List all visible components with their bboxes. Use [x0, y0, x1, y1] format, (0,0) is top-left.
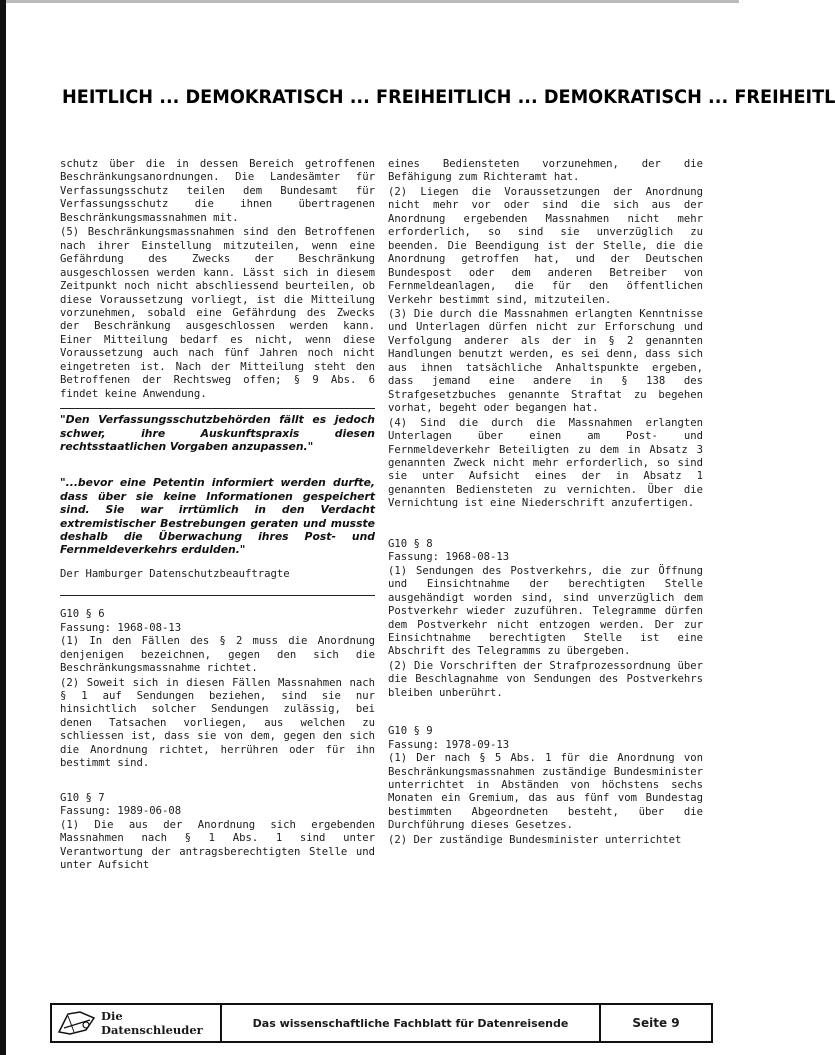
left-column: [60, 158, 375, 873]
paragraph: (2) Der zuständige Bundesminister unterrichtet: [388, 833, 682, 846]
page-number: Seite 9: [632, 1016, 680, 1030]
paragraph: (2) Liegen die Voraussetzungen der Anordnung nicht mehr vor oder sind die sich aus der Anordnung ergebenden Massnahmen nicht mehr erforderlich, so sind sie unverzüglich zu beenden. Die Beendigung ist der Stelle, die die Anordnung getroffen hat, und der Deutschen Bundespost oder dem anderen Betreiber von Fernmeldeanlagen, die für den öffentlichen Verkehr bestimmt sind, mitzuteilen.: [388, 185, 703, 306]
page-footer: [50, 1003, 713, 1043]
paragraph: (2) Soweit sich in diesen Fällen Massnahmen nach § 1 auf Sendungen beziehen, sind sie nur hinsichtlich solcher Sendungen zulässig, bei denen Tatsachen vorliegen, aus welchen zu schliessen ist, dass sie von dem, gegen den sich die Anordnung richtet, herrühren oder für ihn bestimmt sind.: [60, 676, 375, 770]
section-title: G10 § 7: [60, 791, 105, 804]
footer-logo-text: Die Datenschleuder: [101, 1009, 203, 1037]
paragraph: (2) Die Vorschriften der Strafprozessordnung über die Beschlagnahme von Sendungen des Postverkehrs bleiben unberührt.: [388, 659, 703, 699]
paragraph: schutz über die in dessen Bereich getroffenen Beschränkungsanordnungen. Die Landesämter für Verfassungsschutz teilen dem Bundesamt für Verfassungsschutz die ihnen übertragenen Beschränkungsmassnahmen mit.: [60, 158, 375, 224]
paragraph: (5) Beschränkungsmassnahmen sind den Betroffenen nach ihrer Einstellung mitzuteilen, wenn eine Gefährdung des Zwecks der Beschränkung ausgeschlossen werden kann. Lässt sich in diesem Zeitpunkt noch nicht abschliessend beurteilen, ob diese Voraussetzung vorliegt, ist die Mitteilung vorzunehmen, sobald eine Gefährdung des Zwecks der Beschränkung ausgeschlossen werden kann. Einer Mitteilung bedarf es nicht, wenn diese Voraussetzung auch nach fünf Jahren noch nicht eingetreten ist. Nach der Mitteilung steht den Betroffenen der Rechtsweg offen; § 9 Abs. 6 findet keine Anwendung.: [60, 226, 375, 400]
paragraph: (4) Sind die durch die Massnahmen erlangten Unterlagen über einen am Post- und Fernmeldeverkehr Beteiligten zu dem in Absatz 3 genannten Zweck nicht mehr erforderlich, so sind sie unter Aufsicht eines der in Absatz 1 genannten Bediensteten zu vernichten. Über die Vernichtung ist eine Niederschrift anzufertigen.: [388, 416, 703, 510]
paragraph: eines Bediensteten vorzunehmen, der die Befähigung zum Richteramt hat.: [388, 158, 703, 184]
slingshot-logo-icon: [56, 1008, 98, 1038]
section-date: Fassung: 1968-08-13: [60, 621, 182, 634]
section-date: Fassung: 1968-08-13: [388, 551, 510, 564]
paragraph: (1) In den Fällen des § 2 muss die Anordnung denjenigen bezeichnen, gegen den sich die Beschränkungsmassnahme richtet.: [60, 635, 375, 675]
section-date: Fassung: 1989-06-08: [60, 805, 182, 818]
page-left-edge: [0, 0, 6, 1055]
page-banner: HEITLICH ... DEMOKRATISCH ... FREIHEITLICH ... DEMOKRATISCH ... FREIHEITL: [62, 86, 835, 108]
divider: [60, 408, 375, 409]
section-title: G10 § 6: [60, 608, 105, 621]
paragraph: (1) Sendungen des Postverkehrs, die zur Öffnung und Einsichtnahme der berechtigten Stelle ausgehändigt worden sind, sind unverzüglich dem Postverkehr wieder zuzuführen. Telegramme dürfen dem Postverkehr nicht entzogen werden. Der zur Einsichtnahme berechtigten Stelle ist eine Abschrift des Telegramms zu übergeben.: [388, 564, 703, 658]
section-date: Fassung: 1978-09-13: [388, 738, 510, 751]
footer-logo: [52, 1005, 222, 1041]
paragraph: (3) Die durch die Massnahmen erlangten Kenntnisse und Unterlagen dürfen nicht zur Erforschung und Verfolgung anderer als der in § 2 genannten Handlungen benutzt werden, es sei denn, dass sich aus ihnen tatsächliche Anhaltspunkte ergeben, dass jemand eine andere in § 138 des Strafgesetzbuches genannte Straftat zu begehen vorhat, begeht oder begangen hat.: [388, 307, 703, 415]
right-column: [388, 158, 703, 848]
pull-quote: "...bevor eine Petentin informiert werden durfte, dass über sie keine Informationen gespeichert sind. Sie war irrtümlich in den Verdacht extremistischer Bestrebungen geraten und musste deshalb die Überwachung ihres Post- und Fernmeldeverkehrs erdulden.": [60, 476, 375, 557]
quote-author: Der Hamburger Datenschutzbeauftragte: [60, 567, 290, 580]
section-title: G10 § 8: [388, 537, 433, 550]
divider: [60, 595, 375, 596]
page-top-edge: [0, 0, 739, 3]
section-title: G10 § 9: [388, 725, 433, 738]
paragraph: (1) Der nach § 5 Abs. 1 für die Anordnung von Beschränkungsmassnahmen zuständige Bundesminister unterrichtet in Abständen von höchstens sechs Monaten ein Gremium, das aus fünf vom Bundestag bestimmten Abgeordneten besteht, über die Durchführung dieses Gesetzes.: [388, 752, 703, 832]
paragraph: (1) Die aus der Anordnung sich ergebenden Massnahmen nach § 1 Abs. 1 sind unter Verantwortung der antragsberechtigten Stelle und unter Aufsicht: [60, 818, 375, 871]
pull-quote: "Den Verfassungsschutzbehörden fällt es jedoch schwer, ihre Auskunftspraxis diesen rechtsstaatlichen Vorgaben anzupassen.": [60, 413, 375, 453]
footer-tagline: Das wissenschaftliche Fachblatt für Datenreisende: [222, 1005, 601, 1041]
